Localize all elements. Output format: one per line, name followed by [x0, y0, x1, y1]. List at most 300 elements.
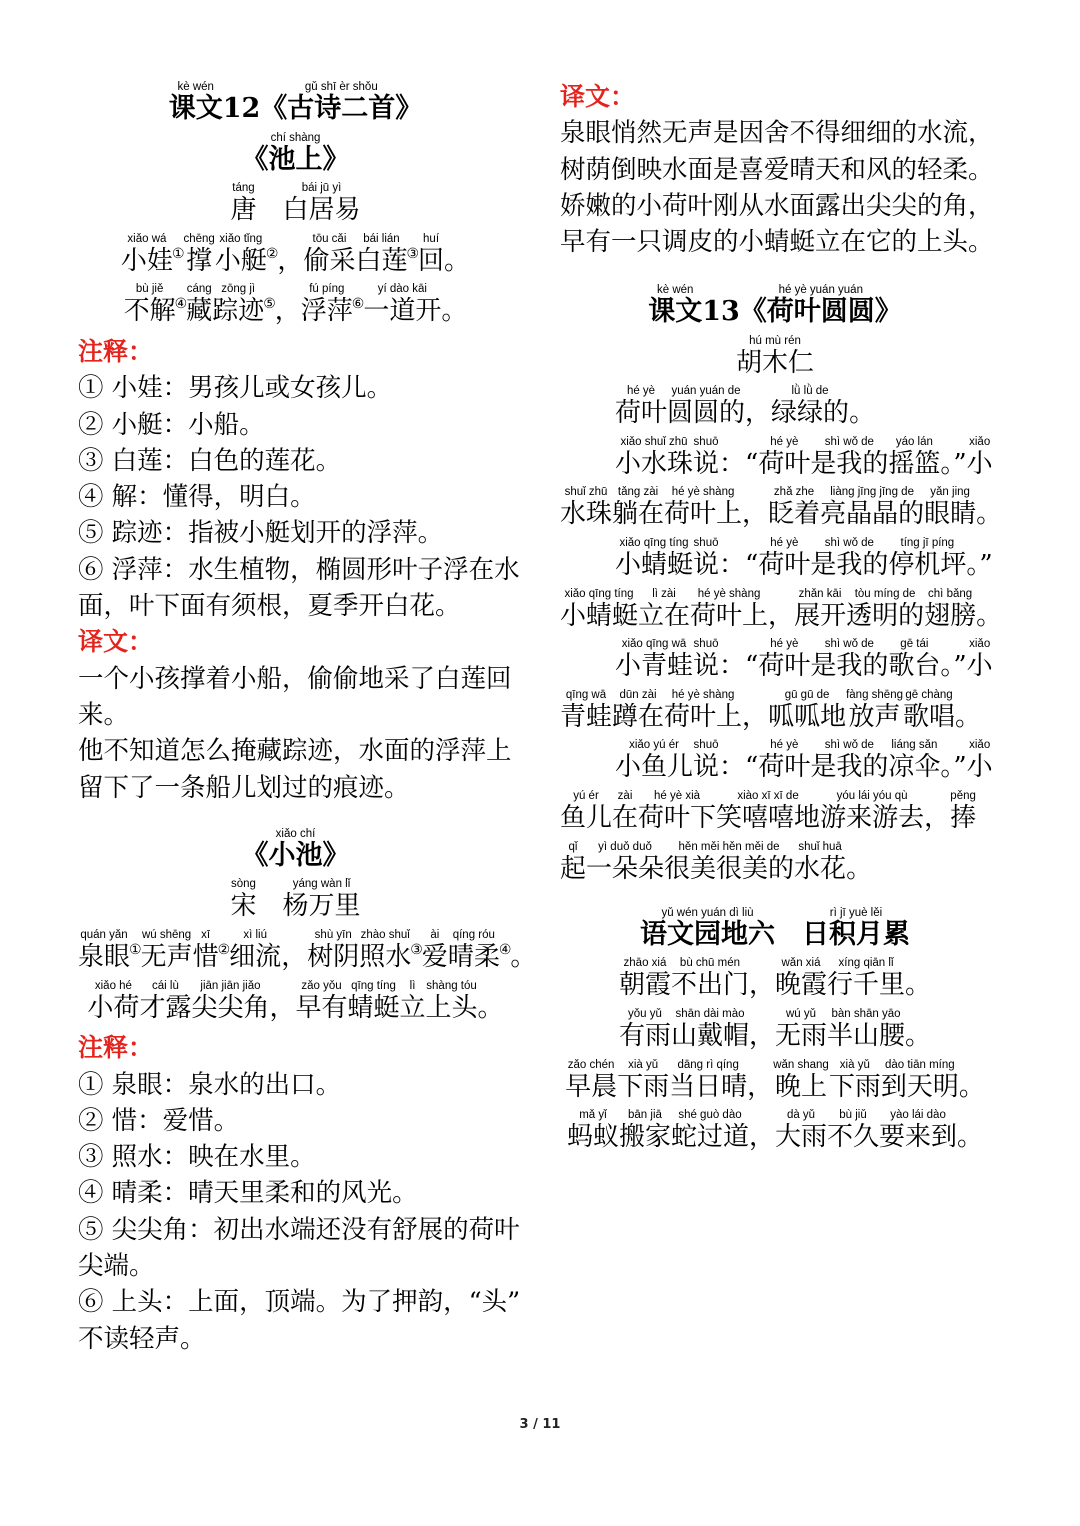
hanzi-text: 。	[976, 499, 1003, 530]
pinyin-text: yì duǒ duǒ	[598, 840, 652, 853]
annotated-word	[565, 1059, 617, 1102]
translation-line: 他不知道怎么掩藏踪迹，水面的浮萍上	[78, 736, 512, 767]
hanzi-text: 下雨	[828, 1071, 881, 1102]
pinyin-text: quán yǎn	[80, 929, 128, 942]
pinyin-text: shé guò dào	[678, 1109, 742, 1122]
pinyin-text: shì wǒ de	[824, 638, 874, 651]
pinyin-text: xiǎo shuǐ zhū	[620, 435, 688, 448]
pinyin-text: hé yè shàng	[671, 688, 735, 701]
poem-chishang	[78, 132, 523, 806]
punctuation	[749, 957, 775, 1000]
pinyin-text: wǎn shang	[773, 1058, 829, 1071]
hanzi-text: ，	[748, 970, 775, 1001]
hanzi-text: 荷叶下	[638, 802, 717, 833]
hanzi-text: 说	[693, 549, 720, 580]
pinyin-text: hé yè	[770, 638, 799, 651]
translation-label: 译文：	[560, 82, 636, 111]
pinyin-text: shì wǒ de	[824, 536, 874, 549]
translation-line: 一个小孩撑着小船，偷偷地采了白莲回	[78, 663, 512, 694]
hanzi-text: 撑	[186, 245, 213, 276]
annotated-word	[693, 739, 719, 782]
hanzi-text: 水花	[794, 853, 847, 884]
annotated-word	[888, 638, 940, 681]
note-line: ① 泉眼：泉水的出口。	[78, 1069, 342, 1100]
hanzi-text: ④	[174, 296, 188, 313]
hanzi-text: 踪迹	[212, 296, 265, 327]
punctuation	[223, 81, 261, 124]
pinyin-text: lì	[409, 979, 416, 992]
pinyin-text: dà yǔ	[786, 1109, 816, 1122]
pinyin-text: bái jū yì	[301, 182, 342, 195]
hanzi-text: 胡木仁	[735, 347, 814, 378]
annotated-word	[283, 182, 361, 225]
annotated-word	[648, 284, 702, 327]
annotated-word	[615, 436, 693, 479]
hanzi-text: 古诗二首	[287, 93, 396, 124]
pinyin-text: qīng wā	[565, 688, 607, 701]
notes-list	[78, 1067, 523, 1357]
annotated-word	[230, 182, 256, 225]
punctuation	[323, 132, 350, 175]
hanzi-text: 有雨	[618, 1021, 671, 1051]
hanzi-text: 行千里	[827, 970, 906, 1001]
hanzi-text: 放声	[848, 701, 901, 732]
annotated-word	[363, 283, 441, 326]
pinyin-text: zhǎn kāi	[798, 587, 842, 600]
hanzi-text: 小池	[268, 839, 323, 871]
hanzi-text: 是我的	[810, 651, 889, 682]
pinyin-text: shàng tóu	[426, 979, 477, 992]
annotated-word	[846, 588, 924, 631]
punctuation	[846, 841, 872, 884]
pinyin-text: yào lái dào	[890, 1109, 946, 1122]
translation-label: 译文：	[78, 627, 154, 657]
pinyin-text: shuǐ zhū	[564, 486, 608, 499]
hanzi-text: 荷叶	[758, 752, 811, 783]
pinyin-text: cáng	[186, 283, 212, 296]
annotated-word	[560, 841, 586, 884]
pinyin-text: bàn shān yāo	[831, 1008, 901, 1020]
hanzi-text: 。”	[940, 448, 967, 479]
hanzi-text: 唐	[230, 195, 257, 226]
annotated-word	[794, 588, 846, 631]
annotated-word	[560, 486, 612, 529]
hanzi-text: 荷叶圆圆	[766, 295, 875, 327]
punctuation	[719, 638, 758, 681]
hanzi-text: 宋	[230, 891, 257, 922]
annotated-word	[671, 1008, 749, 1051]
annotated-word	[139, 980, 191, 1023]
pinyin-text: fàng shēng	[846, 688, 903, 701]
hanzi-text: 荷叶	[758, 549, 811, 580]
pinyin-text: qīng tíng	[351, 979, 396, 992]
punctuation	[940, 436, 966, 479]
annotated-word	[758, 638, 810, 681]
annotated-word	[355, 233, 407, 276]
poem-xiaochi	[78, 827, 537, 1357]
annotated-word	[638, 790, 716, 833]
annotated-word	[671, 1109, 749, 1152]
punctuation	[444, 233, 470, 276]
pinyin-text: mǎ yǐ	[579, 1109, 607, 1122]
text-line	[560, 1109, 990, 1152]
text-line	[560, 957, 990, 1000]
pinyin-text: liáng sǎn	[891, 739, 938, 752]
hanzi-text	[256, 891, 282, 921]
annotated-word	[664, 486, 742, 529]
translation-line: 留下了一条船儿划过的痕迹。	[78, 772, 410, 803]
hanzi-text: ③	[410, 942, 423, 959]
annotated-word	[229, 929, 281, 972]
annotated-word	[669, 1059, 747, 1102]
punctuation	[441, 283, 467, 326]
pinyin-text: shì wǒ de	[824, 435, 874, 448]
hanzi-text: 朝霞	[618, 970, 671, 1001]
translation-text	[78, 661, 523, 806]
hanzi-text: ，	[274, 296, 301, 327]
annotated-word	[794, 841, 846, 884]
punctuation	[719, 537, 758, 580]
punctuation	[260, 81, 287, 124]
pinyin-text: hé yè shàng	[671, 486, 735, 499]
hanzi-text: 很美很美的	[664, 853, 795, 884]
pinyin-text: shuǐ huā	[798, 840, 842, 853]
annotated-word	[269, 828, 323, 871]
pinyin-text: rì jī yuè lěi	[829, 906, 883, 919]
pinyin-text: hé yè	[770, 536, 799, 549]
pinyin-text: lì zài	[652, 587, 676, 600]
hanzi-text: 日积月累	[802, 918, 910, 950]
hanzi-text: 游来游去	[820, 802, 925, 833]
punctuation	[323, 828, 350, 871]
hanzi-text	[775, 920, 802, 950]
annotated-word	[758, 537, 810, 580]
text-line	[560, 1008, 990, 1051]
punctuation	[478, 980, 504, 1023]
hanzi-text: 。	[510, 942, 537, 973]
punctuation	[745, 385, 771, 428]
lesson-title	[78, 81, 513, 124]
hanzi-text: 。	[955, 701, 982, 732]
pinyin-text: tōu cǎi	[312, 232, 347, 245]
annotated-word	[773, 1059, 829, 1102]
punctuation	[940, 638, 966, 681]
hanzi-text: ⑤	[263, 296, 276, 313]
pinyin-text: xiǎo wá	[127, 232, 167, 245]
hanzi-text: 。”	[966, 549, 993, 580]
hanzi-text	[256, 195, 282, 225]
pinyin-text: xiǎo	[969, 435, 991, 448]
poem-author	[78, 182, 513, 225]
punctuation	[957, 1109, 983, 1152]
annotated-word	[881, 1059, 959, 1102]
text-line	[560, 486, 1010, 529]
pinyin-text: yǒu yǔ	[628, 1008, 662, 1020]
hanzi-text: 笑嘻嘻地	[716, 802, 821, 833]
punctuation	[275, 283, 301, 326]
pinyin-text: hé yè yuán yuán	[778, 283, 863, 296]
annotated-word	[124, 283, 176, 326]
annotated-word	[418, 233, 444, 276]
annotated-word	[693, 436, 719, 479]
punctuation	[905, 1008, 931, 1051]
hanzi-text: 一朵朵	[586, 853, 665, 884]
pinyin-text: qǐ	[568, 840, 578, 853]
pinyin-text: hěn měi hěn měi de	[678, 840, 780, 853]
punctuation	[768, 588, 794, 631]
hanzi-text: 展开	[794, 600, 847, 631]
text-line	[560, 739, 1010, 782]
hanzi-text: ，	[748, 1122, 775, 1153]
pinyin-text: sòng	[231, 878, 256, 891]
hanzi-text: 小青蛙	[615, 651, 694, 682]
hanzi-text: 杨万里	[282, 891, 361, 922]
pinyin-text: shuō	[693, 435, 719, 448]
annotated-word	[846, 689, 903, 732]
punctuation	[955, 689, 981, 732]
text-line	[560, 537, 1010, 580]
hanzi-text: 泉眼	[78, 942, 131, 973]
note-line: ⑥ 上头：上面，顶端。为了押韵，“头”	[78, 1287, 521, 1318]
note-line: ⑤ 尖尖角：初出水端还没有舒展的荷叶	[78, 1214, 520, 1245]
hanzi-text: 惜	[192, 942, 219, 973]
hanzi-text: 说	[693, 651, 720, 682]
hanzi-text: 小	[966, 651, 993, 682]
hanzi-text: 当日晴	[669, 1071, 748, 1102]
notes-label: 注释：	[78, 1033, 154, 1063]
pinyin-text: xiǎo qīng wā	[621, 638, 687, 651]
pinyin-text: hé yè xià	[654, 789, 701, 802]
hanzi-text: 晴柔	[447, 942, 500, 973]
annotated-word	[348, 980, 400, 1023]
annotated-word	[810, 739, 888, 782]
annotated-word	[615, 739, 693, 782]
punctuation	[256, 182, 282, 225]
annotated-word	[615, 385, 667, 428]
poem-title	[78, 828, 513, 871]
pinyin-text: xíng qiān lǐ	[838, 957, 894, 970]
annotated-word	[422, 929, 448, 972]
hanzi-text: 晚上	[774, 1071, 827, 1102]
pinyin-text: xiào xī xī de	[737, 789, 799, 802]
pinyin-text: bù chū mén	[679, 957, 741, 970]
annotated-word	[775, 957, 827, 1000]
hanzi-text: ：“	[719, 448, 759, 479]
annotated-word	[303, 233, 355, 276]
hanzi-text: 。	[849, 398, 876, 429]
pinyin-text: zǎo chén	[567, 1058, 615, 1071]
hanzi-text: 小荷	[87, 992, 140, 1023]
hanzi-text: 。	[444, 245, 471, 276]
annotated-word	[215, 233, 267, 276]
pinyin-text: wú shēng	[141, 929, 192, 942]
annotated-word	[283, 878, 361, 921]
annotated-word	[640, 907, 775, 950]
annotated-word	[693, 537, 719, 580]
annotated-word	[619, 1008, 671, 1051]
annotated-word	[448, 929, 500, 972]
paragraph	[560, 436, 1010, 530]
hanzi-text: 蹲在	[612, 701, 665, 732]
pinyin-text: zhāo xiá	[623, 957, 667, 970]
yuwen-yuandi-section	[560, 907, 1010, 1152]
hanzi-text: 12	[222, 93, 261, 124]
hanzi-text: 偷采	[303, 245, 356, 276]
annotated-word	[560, 790, 612, 833]
hanzi-text: 。”	[940, 752, 967, 783]
annotated-word	[810, 436, 888, 479]
text-line	[78, 233, 513, 276]
hanzi-text: ④	[498, 942, 512, 959]
hanzi-text: ，	[768, 600, 795, 631]
annotated-word	[767, 284, 875, 327]
translation-line: 早有一只调皮的小蜻蜓立在它的上头。	[560, 227, 994, 258]
pinyin-text: shù yīn	[314, 929, 352, 942]
punctuation	[277, 233, 303, 276]
lesson-title	[560, 284, 990, 327]
note-line: ① 小娃：男孩儿或女孩儿。	[78, 373, 393, 404]
punctuation	[966, 537, 992, 580]
hanzi-text: 无声	[140, 942, 193, 973]
hanzi-text: ，	[742, 499, 769, 530]
note-line: ④ 晴柔：晴天里柔和的风光。	[78, 1178, 418, 1209]
annotated-word	[768, 689, 846, 732]
text-line	[78, 980, 513, 1023]
annotated-word	[560, 588, 638, 631]
note-line: ② 惜：爱惜。	[78, 1105, 240, 1136]
hanzi-text: 歌唱	[903, 701, 956, 732]
text-line	[560, 790, 1010, 833]
hanzi-text: 13	[702, 295, 740, 327]
pinyin-text: xiǎo yú ér	[629, 739, 679, 752]
hanzi-text: 课文	[648, 295, 703, 327]
pinyin-text: hé yè	[626, 385, 656, 398]
hanzi-text: 不出门	[670, 970, 749, 1001]
annotated-word	[612, 689, 664, 732]
annotated-word	[400, 980, 426, 1023]
xiaochi-translation-section	[560, 79, 1010, 260]
annotated-word	[664, 841, 794, 884]
punctuation	[242, 132, 269, 175]
punctuation	[976, 588, 1002, 631]
annotated-word	[638, 588, 690, 631]
annotated-word	[690, 588, 768, 631]
hanzi-text: 》	[322, 143, 350, 175]
annotated-word	[667, 385, 745, 428]
paragraph	[560, 385, 1010, 428]
annotated-word	[426, 980, 478, 1023]
punctuation	[976, 486, 1002, 529]
text-line	[560, 1059, 990, 1102]
paragraph	[560, 638, 1010, 732]
note-line: ② 小艇：小船。	[78, 409, 265, 440]
pinyin-text: hé yè	[770, 435, 799, 448]
hanzi-text: 上头	[425, 992, 478, 1023]
annotated-word	[169, 81, 223, 124]
hanzi-text: 。	[957, 1122, 984, 1153]
hanzi-text: ，	[924, 802, 951, 833]
hanzi-text: ③	[406, 245, 420, 262]
annotated-word	[193, 929, 219, 972]
punctuation	[775, 907, 802, 950]
hanzi-text: 躺在	[612, 499, 665, 530]
pinyin-text: shān dài mào	[675, 1008, 745, 1020]
left-column	[78, 81, 537, 1357]
pinyin-text: xià yǔ	[628, 1058, 659, 1071]
hanzi-text: 无雨	[775, 1021, 828, 1051]
pinyin-text: xiǎo tǐng	[219, 232, 263, 245]
hanzi-text: 细流	[229, 942, 282, 973]
pinyin-text: fú píng	[309, 283, 345, 296]
hanzi-text: 《	[260, 93, 288, 124]
hanzi-text: 。	[958, 1071, 985, 1102]
hanzi-text: 是我的	[810, 549, 889, 580]
hanzi-text: ：“	[719, 752, 759, 783]
poem-lines	[78, 233, 523, 327]
pinyin-text: shuō	[693, 536, 719, 549]
annotated-word	[771, 385, 849, 428]
hanzi-text: 圆圆的	[667, 398, 746, 429]
annotated-word	[567, 1109, 619, 1152]
hanzi-text: ②	[217, 942, 231, 959]
pinyin-text: gū gū de	[784, 688, 830, 701]
hanzi-text: 晚霞	[775, 970, 828, 1001]
note-line: ⑤ 踪迹：指被小艇划开的浮萍。	[78, 518, 444, 549]
note-line: 尖端。	[78, 1250, 155, 1281]
pinyin-text: dào tiān míng	[884, 1058, 955, 1071]
hanzi-text: 。	[976, 600, 1003, 631]
translation-line: 树荫倒映水面是喜爱晴天和风的轻柔。	[560, 154, 994, 185]
hanzi-text: 说	[693, 752, 720, 783]
hanzi-text: ，	[277, 245, 304, 276]
hanzi-text: 小	[966, 752, 993, 783]
pinyin-text: xiǎo qīng tíng	[619, 536, 689, 549]
annotated-word	[827, 1008, 905, 1051]
annotated-word	[212, 283, 264, 326]
hanzi-text: 《	[739, 295, 767, 327]
annotated-word	[612, 486, 664, 529]
pinyin-text: shuō	[693, 638, 719, 651]
annotated-word	[827, 1109, 879, 1152]
hanzi-text: 池上	[268, 143, 323, 175]
hanzi-text: 。	[846, 853, 873, 884]
annotated-word	[967, 638, 993, 681]
note-line: 不读轻声。	[78, 1323, 206, 1354]
annotated-word	[888, 436, 940, 479]
annotated-word	[184, 233, 215, 276]
hanzi-text: ，	[281, 942, 308, 973]
punctuation	[702, 284, 740, 327]
hanzi-text: 大雨	[775, 1122, 828, 1153]
translation-text	[560, 115, 1010, 260]
proverb-lines	[560, 957, 1010, 1152]
hanzi-text: ②	[265, 245, 279, 262]
lesson-13-section	[560, 284, 1010, 884]
hanzi-text: 翅膀	[924, 600, 977, 631]
punctuation	[742, 689, 768, 732]
hanzi-text: 透明的	[846, 600, 925, 631]
hanzi-text: 青蛙	[560, 701, 613, 732]
hanzi-text: 呱呱地	[768, 701, 847, 732]
annotated-word	[693, 638, 719, 681]
pinyin-text: yuán yuán de	[671, 385, 741, 398]
translation-line: 来。	[78, 699, 130, 730]
hanzi-text: 蜻蜓	[347, 992, 400, 1023]
pinyin-text: dāng rì qíng	[677, 1058, 739, 1071]
hanzi-text: 照水	[359, 942, 412, 973]
punctuation	[242, 828, 269, 871]
annotated-word	[586, 841, 664, 884]
